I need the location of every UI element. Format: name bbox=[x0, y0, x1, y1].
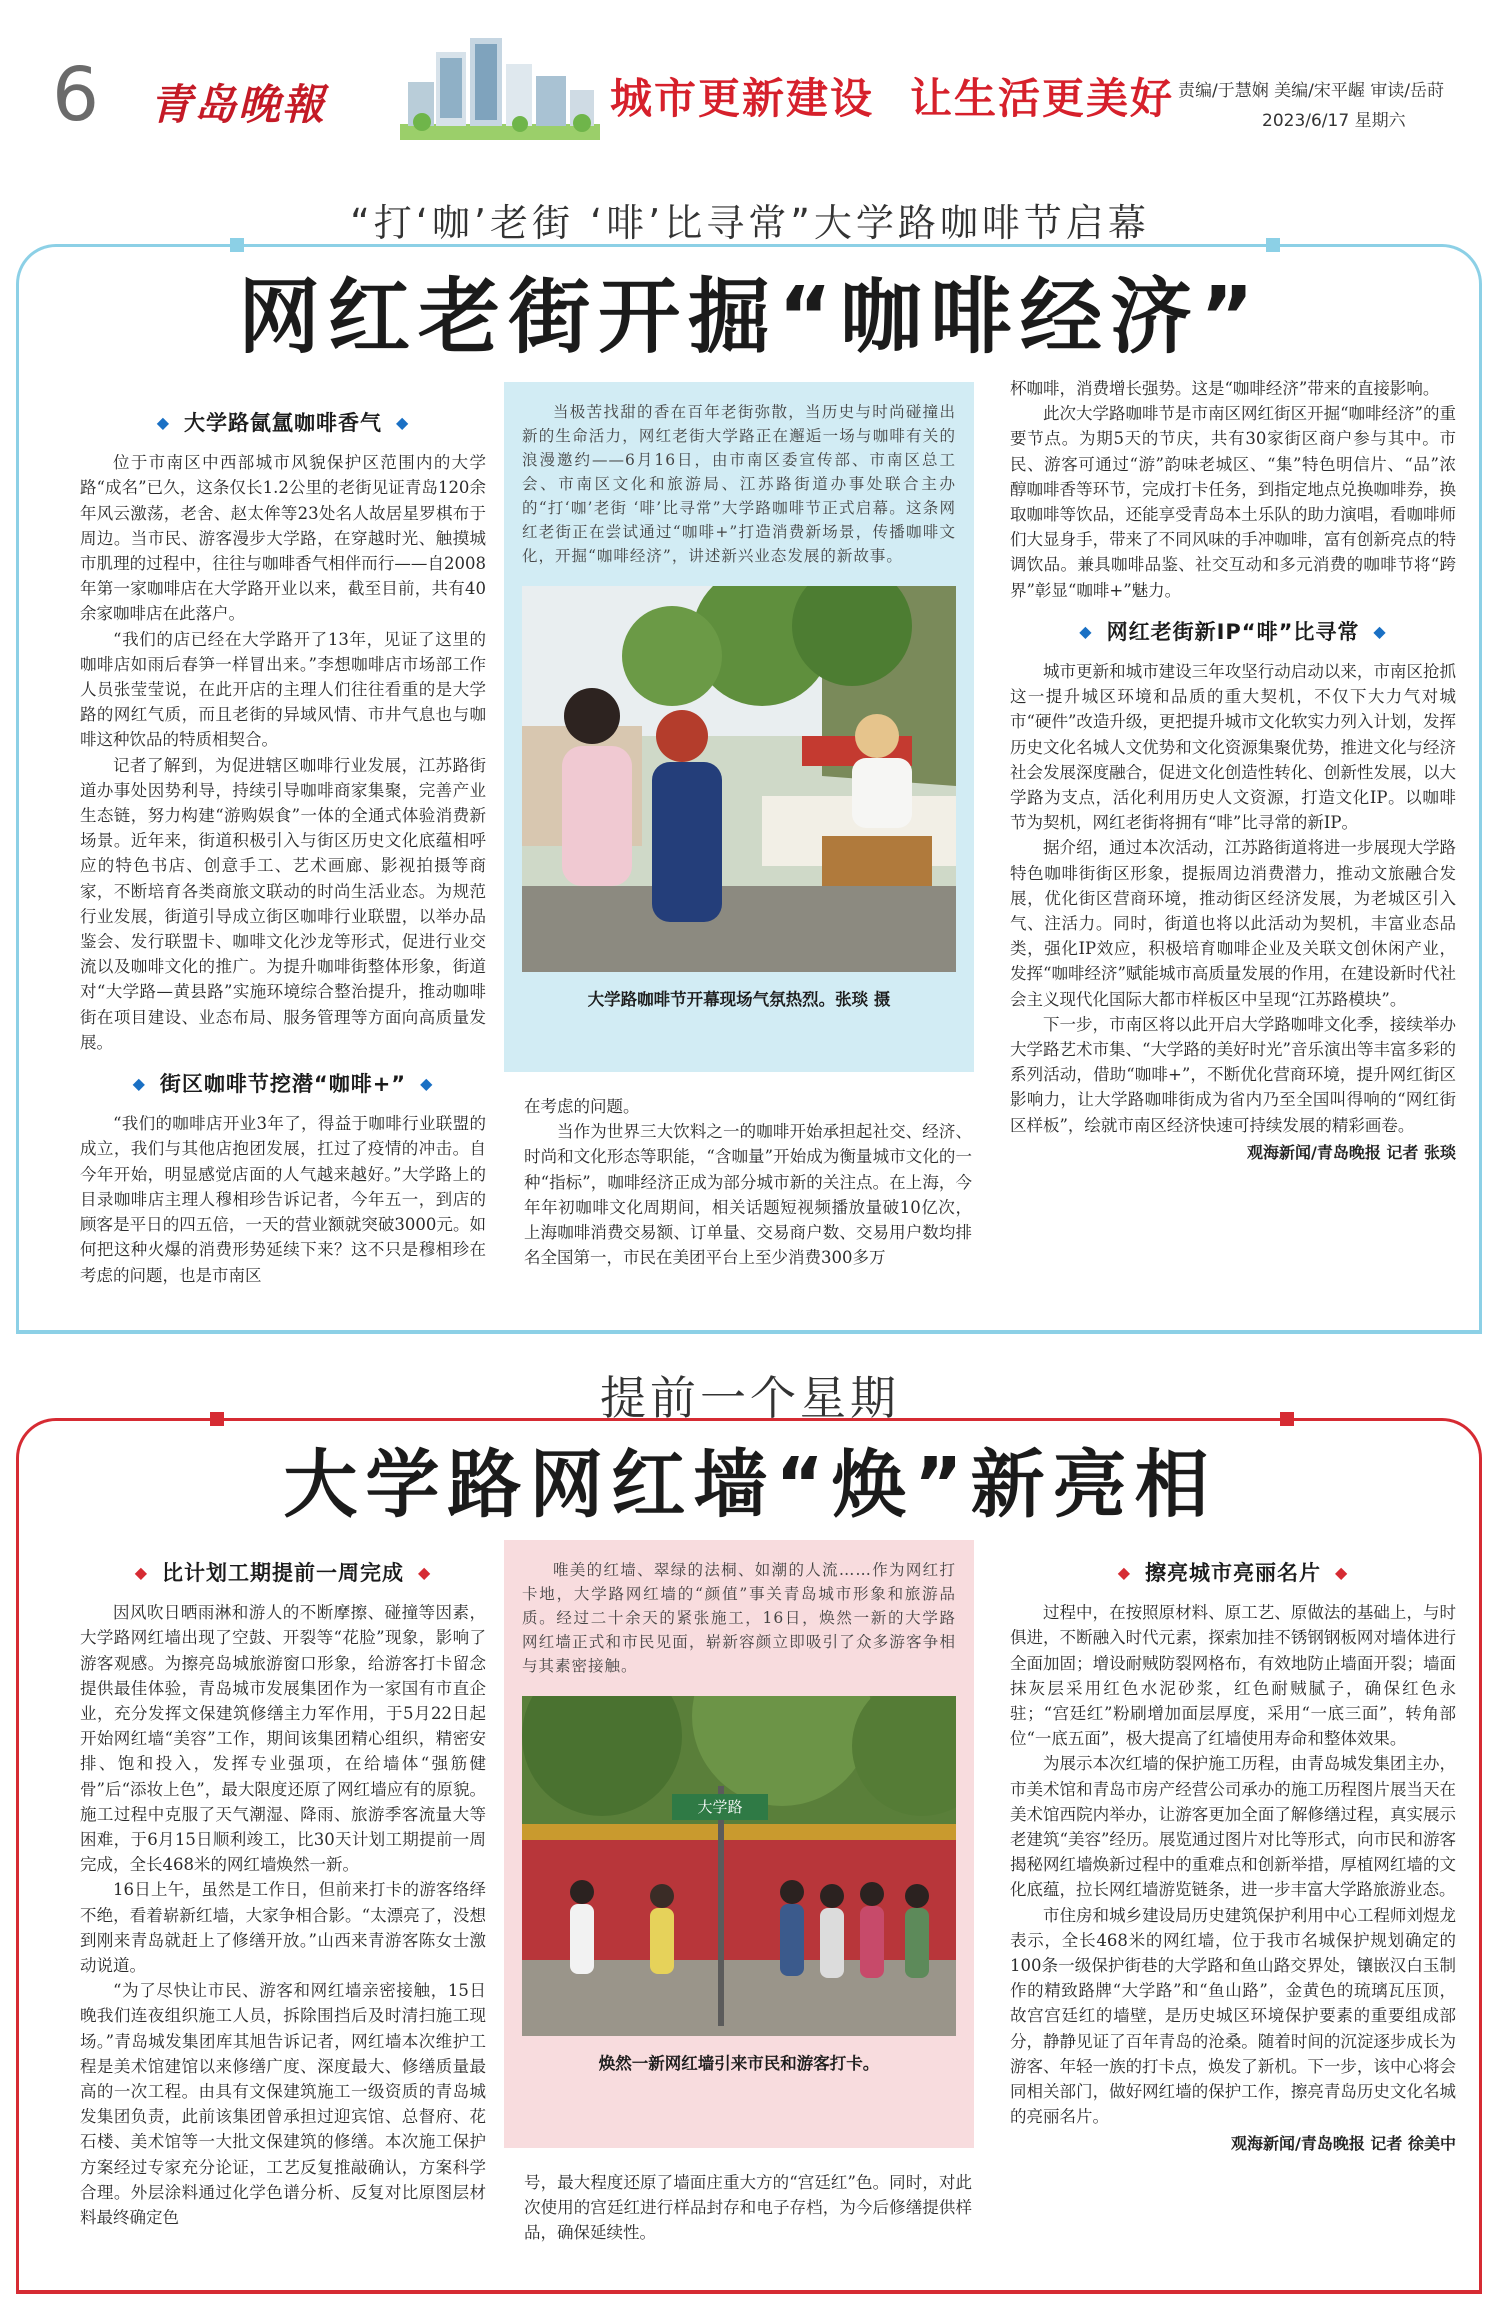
article1-lead: 当极苦找甜的香在百年老街弥散，当历史与时尚碰撞出新的生命活力，网红老街大学路正在邂逅一场与咖啡有关的浪漫邀约——6月16日，由市南区委宣传部、市南区总工会、市南区文化和旅游局、江苏路街道办事处联合主办的“打‘咖’老街 ‘啡’比寻常”大学路咖啡节正式启幕。这条网红老街正在尝试通过“咖啡+”打造消费新场景，传播咖啡文化，开掘“咖啡经济”，讲述新兴业态发展的新故事。 bbox=[522, 403, 956, 565]
paragraph: 在考虑的问题。 bbox=[524, 1097, 640, 1116]
paragraph: 为展示本次红墙的保护施工历程，由青岛城发集团主办，市美术馆和青岛市房产经营公司承办的施工历程图片展当天在美术馆西院内举办，让游客更加全面了解修缮过程，真实展示老建筑“美容”经历。展览通过图片对比等形式，向市民和游客揭秘网红墙焕新过程中的重难点和创新举措，厚植网红墙的文化底蕴，拉长网红墙游览链条，进一步丰富大学路旅游业态。 bbox=[1010, 1754, 1456, 1900]
article1-byline: 观海新闻/青岛晚报 记者 张琰 bbox=[1247, 1142, 1456, 1162]
article1-frame-bottom bbox=[16, 1330, 1482, 1334]
article1-photo bbox=[522, 586, 956, 972]
paragraph: 市住房和城乡建设局历史建筑保护利用中心工程师刘煜龙表示，全长468米的网红墙，位于我市名城保护规划确定的100条一级保护街巷的大学路和鱼山路交界处，镶嵌汉白玉制作的精致路牌“大学路”和“鱼山路”，金黄色的琉璃瓦压顶，故宫宫廷红的墙壁，是历史城区环境保护要素的重要组成部分，静静见证了百年青岛的沧桑。随着时间的沉淀逐步成长为游客、年轻一族的打卡点，焕发了新机。下一步，该中心将会同相关部门，做好网红墙的保护工作，擦亮青岛历史文化名城的亮丽名片。 bbox=[1010, 1905, 1456, 2127]
article1-column-3 bbox=[1010, 376, 1456, 1165]
paragraph: 下一步，市南区将以此开启大学路咖啡文化季，接续举办大学路艺术市集、“大学路的美好时光”音乐演出等丰富多彩的系列活动，借助“咖啡+”，不断优化营商环境，提升网红街区影响力，让大学路咖啡街成为省内乃至全国叫得响的“网红街区样板”，绘就市南区经济快速可持续发展的精彩画卷。 bbox=[1010, 1014, 1456, 1135]
article1-column-2 bbox=[524, 1094, 972, 1270]
article1-subhead-1: ◆ 大学路氤氲咖啡香气 ◆ bbox=[156, 411, 410, 435]
paragraph: 16日上午，虽然是工作日，但前来打卡的游客络绎不绝，看着崭新红墙，大家争相合影。“太漂亮了，没想到刚来青岛就赶上了修缮开放。”山西来青游客陈女士激动说道。 bbox=[80, 1880, 486, 1976]
paragraph: 记者了解到，为促进辖区咖啡行业发展，江苏路街道办事处因势利导，持续引导咖啡商家集聚，完善产业生态链，努力构建“游购娱食”一体的全通式体验消费新场景。近年来，街道积极引入与街区历史文化底蕴相呼应的特色书店、创意手工、艺术画廊、影视拍摄等商家，不断培育各类商旅文联动的时尚生活业态。为规范行业发展，街道引导成立街区咖啡行业联盟，以举办品鉴会、发行联盟卡、咖啡文化沙龙等形式，促进行业交流以及咖啡文化的推广。为提升咖啡街整体形象，街道对“大学路—黄县路”实施环境综合整治提升，推动咖啡街在项目建设、业态布局、服务管理等方面向高质量发展。 bbox=[80, 755, 486, 1052]
paragraph: 位于市南区中西部城市风貌保护区范围内的大学路“成名”已久，这条仅长1.2公里的老街见证青岛120余年风云激荡，老舍、赵太侔等23处名人故居星罗棋布于周边。当市民、游客漫步大学路，在穿越时光、触摸城市肌理的过程中，往往与咖啡香气相伴而行——自2008年第一家咖啡店在大学路开业以来，截至目前，共有40余家咖啡店在此落户。 bbox=[80, 453, 486, 624]
article2-headline: 大学路网红墙“焕”新亮相 bbox=[283, 1442, 1217, 1528]
article1-subhead-3: ◆ 网红老街新IP“啡”比寻常 ◆ bbox=[1079, 619, 1387, 644]
red-wall-photo bbox=[522, 1696, 956, 2036]
slogan-left: 城市更新建设 bbox=[610, 74, 875, 123]
paragraph: 此次大学路咖啡节是市南区网红街区开掘“咖啡经济”的重要节点。为期5天的节庆，共有30家街区商户参与其中。市民、游客可通过“游”韵味老城区、“集”特色明信片、“品”浓醇咖啡香等环节，完成打卡任务，到指定地点兑换咖啡券，换取咖啡等饮品，还能享受青岛本土乐队的助力演唱，看咖啡师们大显身手，带来了不同风味的手冲咖啡，富有创新亮点的特调饮品。兼具咖啡品鉴、社交互动和多元消费的咖啡节将“跨界”彰显“咖啡+”魅力。 bbox=[1010, 404, 1456, 600]
diamond-icon: ◆ bbox=[420, 1074, 434, 1094]
article2-column-3 bbox=[1010, 1548, 1456, 2157]
skyline-illustration bbox=[400, 30, 600, 140]
diamond-icon: ◆ bbox=[396, 413, 410, 432]
paragraph: “为了尽快让市民、游客和网红墙亲密接触，15日晚我们连夜组织施工人员，拆除围挡后及时清扫施工现场。”青岛城发集团库其旭告诉记者，网红墙本次维护工程是美术馆建馆以来修缮广度、深度最大、修缮质量最高的一次工程。由具有文保建筑施工一级资质的青岛城发集团负责，此前该集团曾承担过迎宾馆、总督府、花石楼、美术馆等一大批文保建筑的修缮。本次施工保护方案经过专家充分论证，工艺反复推敲确认，方案科学合理。外层涂料通过化学色谱分析、反复对比原图层材料最终确定色 bbox=[80, 1981, 486, 2228]
article2-column-1 bbox=[80, 1548, 486, 2230]
article1-kicker: “打‘咖’老街 ‘啡’比寻常”大学路咖啡节启幕 bbox=[350, 201, 1150, 245]
article2-photo bbox=[522, 1696, 956, 2036]
diamond-icon: ◆ bbox=[156, 413, 170, 432]
paragraph: 城市更新和城市建设三年攻坚行动启动以来，市南区抢抓这一提升城区环境和品质的重大契机，不仅下大力气对城市“硬件”改造升级，更把提升城市文化软实力列入计划，发挥历史文化名城人文优势和文化资源集聚优势，推进文化与经济社会发展深度融合，促进文化创造性转化、创新性发展，以大学路为支点，活化利用历史人文资源，打造文化IP。以咖啡节为契机，网红老街将拥有“啡”比寻常的新IP。 bbox=[1010, 662, 1456, 833]
article2-lead: 唯美的红墙、翠绿的法桐、如潮的人流……作为网红打卡地，大学路网红墙的“颜值”事关青岛城市形象和旅游品质。经过二十余天的紧张施工，16日，焕然一新的大学路网红墙正式和市民见面，崭新容颜立即吸引了众多游客争相与其素密接触。 bbox=[522, 1561, 956, 1675]
article1-photo-caption: 大学路咖啡节开幕现场气氛热烈。张琰 摄 bbox=[587, 990, 891, 1009]
paragraph: 因风吹日晒雨淋和游人的不断摩擦、碰撞等因素，大学路网红墙出现了空鼓、开裂等“花脸”现象，影响了游客观感。为擦亮岛城旅游窗口形象，给游客打卡留念提供最佳体验，青岛城市发展集团作为一家国有市直企业，充分发挥文保建筑修缮主力军作用，于5月22日起开始网红墙“美容”工作，期间该集团精心组织，精密安排、饱和投入，发挥专业强项，在给墙体“强筋健骨”后“添妆上色”，最大限度还原了网红墙应有的原貌。施工过程中克服了天气潮湿、降雨、旅游季客流量大等困难，于6月15日顺利竣工，比30天计划工期提前一周完成，全长468米的网红墙焕然一新。 bbox=[80, 1603, 486, 1875]
diamond-icon: ◆ bbox=[1079, 621, 1093, 641]
article1-lead-panel bbox=[504, 382, 974, 1072]
article2-kicker: 提前一个星期 bbox=[600, 1371, 900, 1425]
diamond-icon: ◆ bbox=[134, 1563, 148, 1582]
coffee-festival-photo bbox=[522, 586, 956, 972]
article2-lead-panel bbox=[504, 1540, 974, 2148]
article2-subhead-2: ◆ 擦亮城市亮丽名片 ◆ bbox=[1117, 1561, 1349, 1585]
paragraph: “我们的店已经在大学路开了13年，见证了这里的咖啡店如雨后春笋一样冒出来。”李想咖啡店市场部工作人员张莹莹说，在此开店的主理人们往往看重的是大学路的网红气质，而且老街的异域风情、市井气息也与咖啡这种饮品的特质相契合。 bbox=[80, 629, 486, 750]
editor-credits: 责编/于慧娴 美编/宋平龌 审读/岳莳 bbox=[1178, 81, 1444, 101]
slogan bbox=[610, 66, 1210, 126]
article2-column-2 bbox=[524, 2170, 972, 2246]
paragraph: “我们的咖啡店开业3年了，得益于咖啡行业联盟的成立，我们与其他店抱团发展，扛过了疫情的冲击。自今年开始，明显感觉店面的人气越来越好。”大学路上的目录咖啡店主理人穆相珍告诉记者，今年五一，到店的顾客是平日的四五倍，一天的营业额就突破3000元。如何把这种火爆的消费形势延续下来？这不只是穆相珍在考虑的问题，也是市南区 bbox=[80, 1114, 486, 1285]
paragraph: 杯咖啡，消费增长强势。这是“咖啡经济”带来的直接影响。 bbox=[1010, 379, 1440, 398]
diamond-icon: ◆ bbox=[418, 1563, 432, 1582]
page-header bbox=[0, 0, 1500, 200]
issue-date: 2023/6/17 星期六 bbox=[1262, 111, 1406, 131]
paragraph: 过程中，在按照原材料、原工艺、原做法的基础上，与时俱进，不断融入时代元素，探索加挂不锈钢钢板网对墙体进行全面加固；增设耐贼防裂网格布，有效地防止墙面开裂；墙面抹灰层采用红色水泥砂浆，红色耐贼腻子，确保红色永驻；“宫廷红”粉刷增加面层厚度，采用“一底三面”，转角部位“一底五面”，极大提高了红墙使用寿命和整体效果。 bbox=[1010, 1603, 1456, 1749]
article2-byline: 观海新闻/青岛晚报 记者 徐美中 bbox=[1231, 2134, 1456, 2154]
page-number: 6 bbox=[52, 52, 100, 138]
article2-photo-caption: 焕然一新网红墙引来市民和游客打卡。 bbox=[598, 2054, 880, 2073]
article1-subhead-2: ◆ 街区咖啡节挖潜“咖啡+” ◆ bbox=[132, 1072, 434, 1097]
article1-headline: 网红老街开掘“咖啡经济” bbox=[238, 270, 1262, 365]
paragraph: 据介绍，通过本次活动，江苏路街道将进一步展现大学路特色咖啡街街区形象，提振周边消费潜力，推动文旅融合发展，优化街区营商环境，推动街区经济发展，为老城区引入气、注活力。同时，街道也将以此活动为契机，丰富业态品类，强化IP效应，积极培育咖啡企业及关联文创休闲产业，发挥“咖啡经济”赋能城市高质量发展的作用，在建设新时代社会主义现代化国际大都市样板区中呈现“江苏路模块”。 bbox=[1010, 838, 1456, 1009]
diamond-icon: ◆ bbox=[1373, 621, 1387, 641]
street-sign-text: 大学路 bbox=[697, 1798, 743, 1816]
diamond-icon: ◆ bbox=[1117, 1563, 1131, 1582]
article2-frame-bottom bbox=[16, 2290, 1482, 2294]
diamond-icon: ◆ bbox=[1335, 1563, 1349, 1582]
diamond-icon: ◆ bbox=[132, 1074, 146, 1094]
paragraph: 号，最大程度还原了墙面庄重大方的“宫廷红”色。同时，对此次使用的宫廷红进行样品封存和电子存档，为今后修缮提供样品，确保延续性。 bbox=[524, 2173, 972, 2243]
slogan-right: 让生活更美好 bbox=[910, 74, 1175, 123]
article1-column-1 bbox=[80, 398, 486, 1288]
article2-subhead-1: ◆ 比计划工期提前一周完成 ◆ bbox=[134, 1561, 432, 1585]
newspaper-masthead: 青岛晚報 bbox=[150, 80, 327, 129]
paragraph: 当作为世界三大饮料之一的咖啡开始承担起社交、经济、时尚和文化形态等职能，“含咖量”开始成为衡量城市文化的一种“指标”，咖啡经济正成为部分城市新的关注点。在上海，今年年初咖啡文化周期间，相关话题短视频播放量破10亿次，上海咖啡消费交易额、订单量、交易商户数、交易用户数均排名全国第一，市民在美团平台上至少消费300多万 bbox=[524, 1122, 972, 1268]
